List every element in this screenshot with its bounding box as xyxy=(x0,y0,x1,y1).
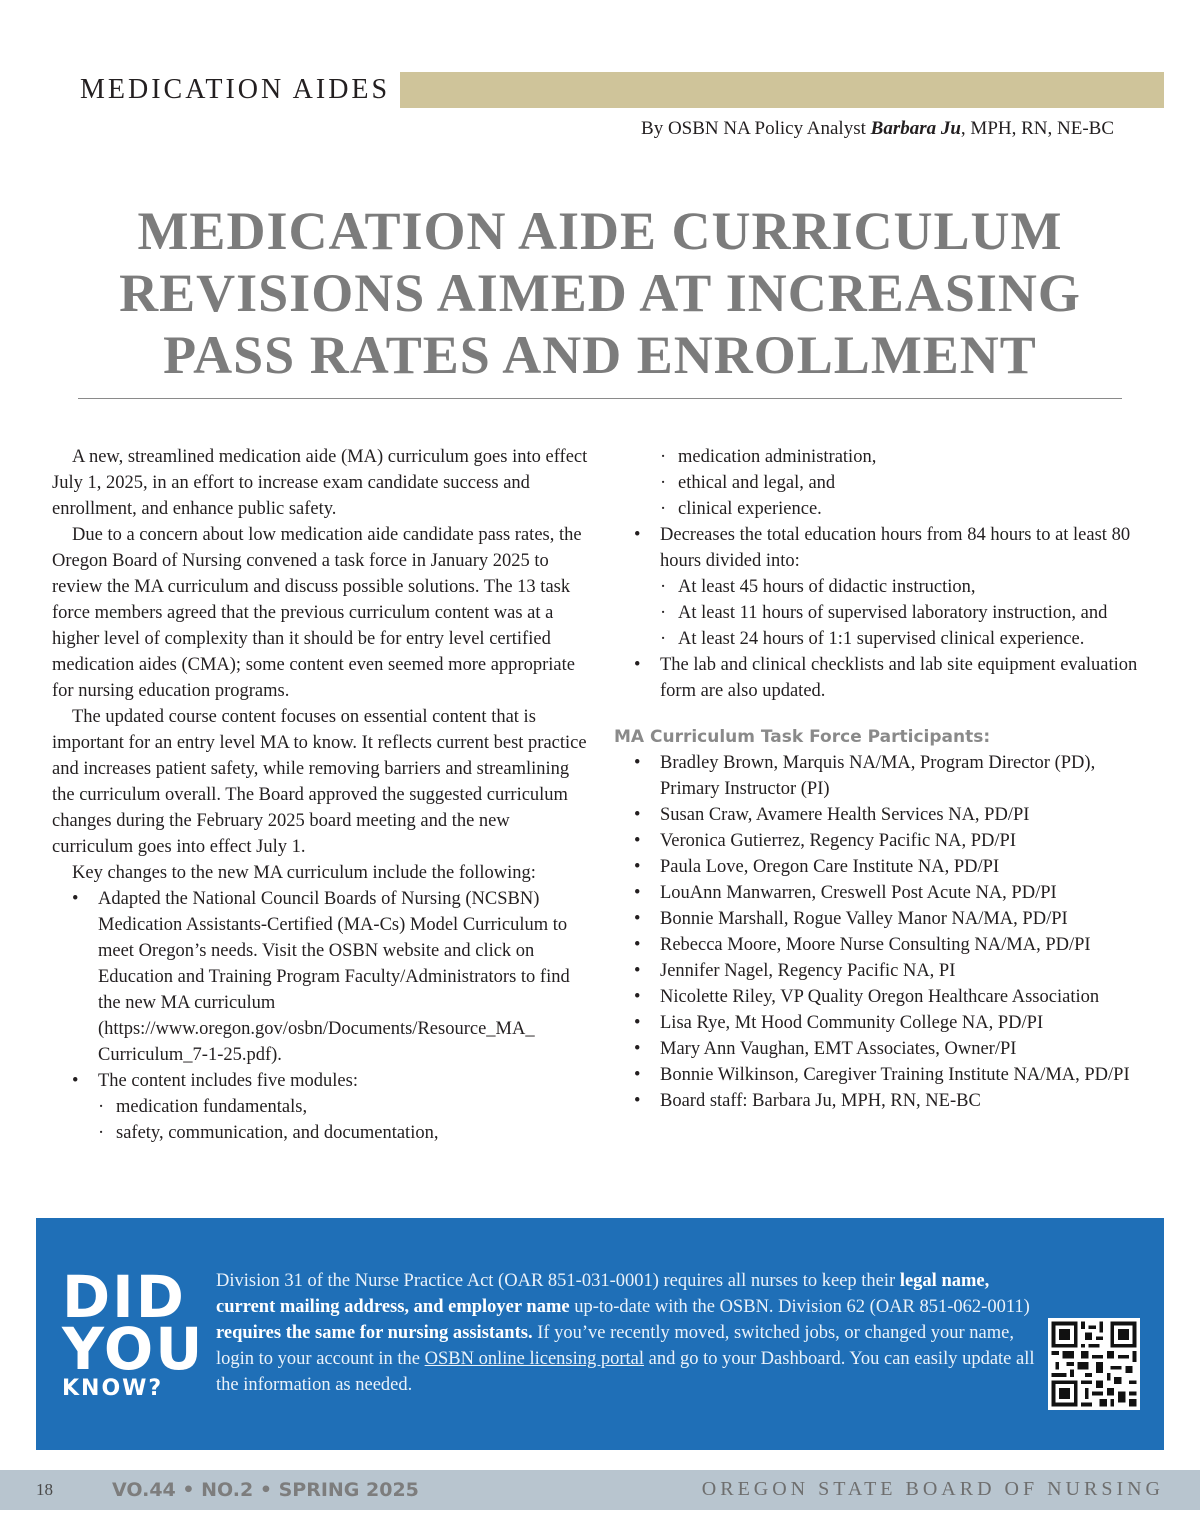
article-right-column xyxy=(614,444,1154,1114)
did-you-know-title-did: DID xyxy=(62,1263,186,1331)
paragraph: Key changes to the new MA curriculum include the following: xyxy=(72,863,536,883)
sub-list-item: · At least 45 hours of didactic instruction, xyxy=(614,574,1154,600)
article-headline xyxy=(60,200,1140,386)
participant-item: • Nicolette Riley, VP Quality Oregon Healthcare Association xyxy=(614,984,1154,1010)
participant-item: • Bradley Brown, Marquis NA/MA, Program Director (PD), Primary Instructor (PI) xyxy=(614,750,1154,802)
participant-item: • Veronica Gutierrez, Regency Pacific NA, PD/PI xyxy=(614,828,1154,854)
issue-info: VO.44 • NO.2 • SPRING 2025 xyxy=(112,1479,419,1501)
participant-item: • Jennifer Nagel, Regency Pacific NA, PI xyxy=(614,958,1154,984)
did-you-know-title-you: YOU xyxy=(62,1315,205,1383)
sub-list-item: · At least 11 hours of supervised laboratory instruction, and xyxy=(614,600,1154,626)
byline-prefix: By OSBN NA Policy Analyst xyxy=(641,118,871,139)
dyk-text-part: If you’ve recently moved, switched jobs, or changed your name, login to your account in the xyxy=(216,1323,1014,1369)
sub-list-item: · At least 24 hours of 1:1 supervised clinical experience. xyxy=(614,626,1154,652)
byline-credentials: , MPH, RN, NE-BC xyxy=(960,118,1114,139)
dyk-text-part: up-to-date with the OSBN. Division 62 (OAR 851-062-0011) xyxy=(569,1297,1030,1317)
headline-line: MEDICATION AIDE CURRICULUM xyxy=(137,201,1063,261)
list-item: • Adapted the National Council Boards of Nursing (NCSBN) Medication Assistants-Certified (MA-Cs) Model Curriculum to meet Oregon’s needs. Visit the OSBN website and click on Education and Training Program Faculty/Administrators to find the new MA curriculum (https://www.oregon.gov/osbn/Documents/Resource_MA_ Curriculum_7-1-25.pdf). xyxy=(52,886,590,1068)
list-item: • The lab and clinical checklists and lab site equipment evaluation form are also updated. xyxy=(614,652,1154,704)
participant-item: • Bonnie Wilkinson, Caregiver Training Institute NA/MA, PD/PI xyxy=(614,1062,1154,1088)
section-label: MEDICATION AIDES xyxy=(80,74,391,105)
key-changes-list-end xyxy=(614,652,1154,704)
key-changes-list xyxy=(52,886,590,1094)
headline-line: PASS RATES AND ENROLLMENT xyxy=(163,325,1037,385)
paragraph: A new, streamlined medication aide (MA) curriculum goes into effect July 1, 2025, in an effort to increase exam candidate success and enrollment, and enhance public safety. xyxy=(52,447,588,519)
dyk-bold-part: legal name, current mailing address, and employer name xyxy=(216,1271,990,1317)
participant-item: • Rebecca Moore, Moore Nurse Consulting NA/MA, PD/PI xyxy=(614,932,1154,958)
section-header-bar xyxy=(400,72,1164,108)
byline xyxy=(641,118,1114,140)
participant-item: • Board staff: Barbara Ju, MPH, RN, NE-BC xyxy=(614,1088,1154,1114)
sub-list-item: · ethical and legal, and xyxy=(614,470,1154,496)
organization-name: OREGON STATE BOARD OF NURSING xyxy=(701,1478,1164,1500)
headline-divider xyxy=(78,398,1122,399)
list-item: • Decreases the total education hours from 84 hours to at least 80 hours divided into: xyxy=(614,522,1154,574)
key-changes-list-continued xyxy=(614,522,1154,574)
page-number: 18 xyxy=(36,1480,53,1499)
modules-list-continued xyxy=(614,444,1154,522)
participant-item: • Susan Craw, Avamere Health Services NA, PD/PI xyxy=(614,802,1154,828)
participant-item: • Lisa Rye, Mt Hood Community College NA, PD/PI xyxy=(614,1010,1154,1036)
licensing-portal-link[interactable]: OSBN online licensing portal xyxy=(424,1349,645,1369)
participants-heading: MA Curriculum Task Force Participants: xyxy=(614,727,991,747)
did-you-know-title-know: KNOW? xyxy=(62,1376,164,1401)
sub-list-item: · safety, communication, and documentation, xyxy=(52,1120,590,1146)
paragraph: The updated course content focuses on essential content that is important for an entry level MA to know. It reflects current best practice and increases patient safety, while removing barriers and streamlining the curriculum overall. The Board approved the suggested curriculum changes during the February 2025 board meeting and the new curriculum goes into effect July 1. xyxy=(52,707,587,857)
paragraph: Due to a concern about low medication aide candidate pass rates, the Oregon Board of Nursing convened a task force in January 2025 to review the MA curriculum and discuss possible solutions. The 13 task force members agreed that the previous curriculum content was at a higher level of complexity than it should be for entry level certified medication aides (CMA); some content even seemed more appropriate for nursing education programs. xyxy=(52,525,582,701)
dyk-text-part: Division 31 of the Nurse Practice Act (OAR 851-031-0001) requires all nurses to keep their xyxy=(216,1271,900,1291)
did-you-know-box xyxy=(36,1218,1164,1450)
participant-item: • Bonnie Marshall, Rogue Valley Manor NA/MA, PD/PI xyxy=(614,906,1154,932)
list-item-text: The content includes five modules: xyxy=(98,1071,358,1091)
sub-list-item: · clinical experience. xyxy=(614,496,1154,522)
participant-item: • LouAnn Manwarren, Creswell Post Acute NA, PD/PI xyxy=(614,880,1154,906)
participant-item: • Mary Ann Vaughan, EMT Associates, Owner/PI xyxy=(614,1036,1154,1062)
dyk-bold-part: requires the same for nursing assistants. xyxy=(216,1323,533,1343)
list-item xyxy=(52,1068,590,1094)
article-left-column xyxy=(52,444,590,1146)
qr-code-icon xyxy=(1048,1318,1140,1410)
participant-item: • Paula Love, Oregon Care Institute NA, PD/PI xyxy=(614,854,1154,880)
participants-list xyxy=(614,750,1154,1114)
byline-author: Barbara Ju xyxy=(870,118,961,139)
did-you-know-text xyxy=(216,1268,1046,1398)
headline-line: REVISIONS AIMED AT INCREASING xyxy=(119,263,1081,323)
modules-list xyxy=(52,1094,590,1146)
page-footer xyxy=(0,1470,1200,1510)
hours-list xyxy=(614,574,1154,652)
sub-list-item: · medication fundamentals, xyxy=(52,1094,590,1120)
dyk-text-part: and go to your Dashboard. You can easily update all the information as needed. xyxy=(216,1349,1035,1395)
sub-list-item: · medication administration, xyxy=(614,444,1154,470)
